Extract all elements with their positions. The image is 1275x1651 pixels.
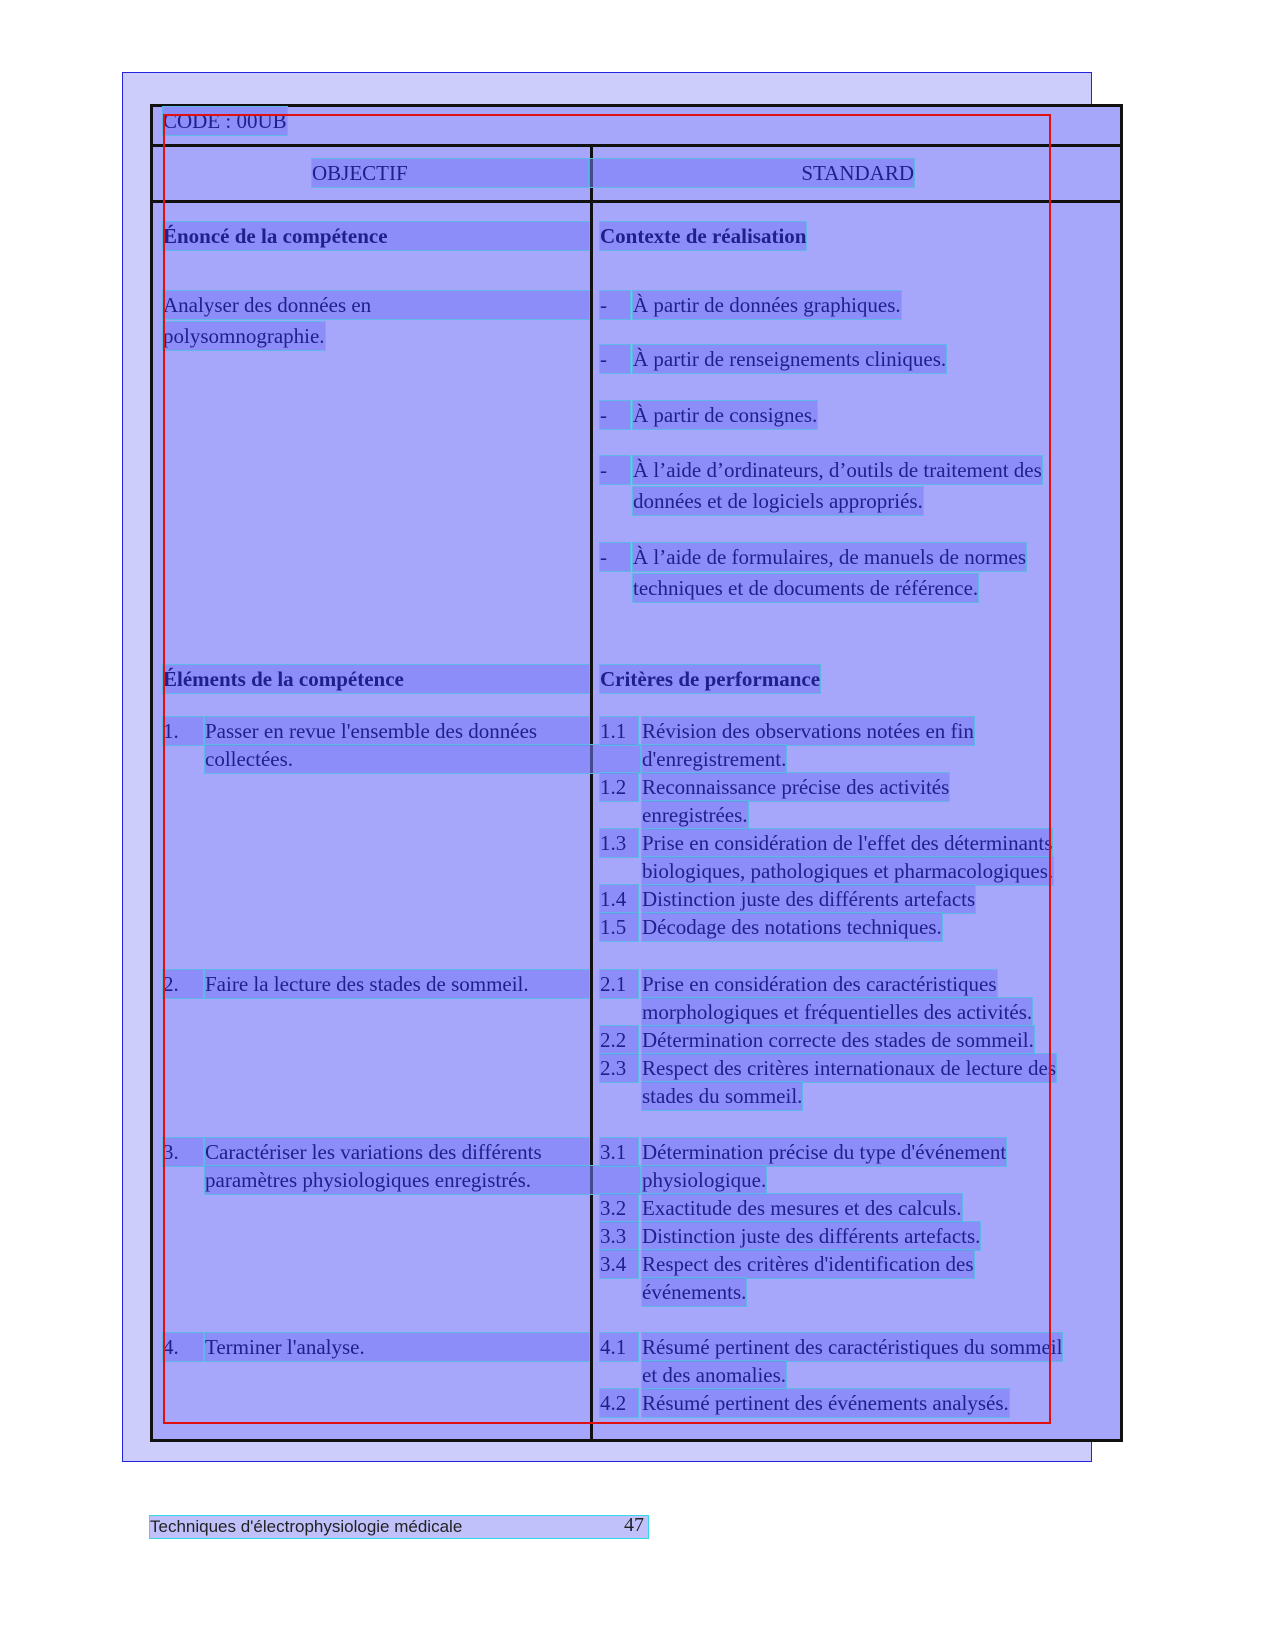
contexte-item: À partir de consignes. <box>633 403 818 427</box>
critere-number: 3.2 <box>600 1194 638 1222</box>
code-row <box>153 107 1120 147</box>
critere-number: 1.4 <box>600 885 638 913</box>
critere-line: Détermination correcte des stades de sommeil. <box>642 1028 1034 1052</box>
critere-line: Reconnaissance précise des activités <box>642 775 950 799</box>
critere-line: Prise en considération de l'effet des déterminants <box>642 831 1053 855</box>
critere-number: 1.1 <box>600 717 638 745</box>
element-number: 4. <box>163 1333 203 1361</box>
critere-line: Exactitude des mesures et des calculs. <box>642 1196 962 1220</box>
element-line: collectées. <box>205 745 640 773</box>
contexte-dash: - <box>600 401 630 429</box>
critere-line: morphologiques et fréquentielles des activités. <box>642 1000 1033 1024</box>
critere-line: enregistrées. <box>642 803 748 827</box>
critere-number: 2.3 <box>600 1054 638 1082</box>
element-number: 2. <box>163 970 203 998</box>
critere-number: 2.2 <box>600 1026 638 1054</box>
criteres-title: Critères de performance <box>600 667 821 691</box>
critere-line: et des anomalies. <box>642 1363 787 1387</box>
critere-number: 4.2 <box>600 1389 638 1417</box>
element-number: 3. <box>163 1138 203 1166</box>
critere-number: 1.2 <box>600 773 638 801</box>
contexte-dash: - <box>600 543 630 571</box>
element-line: paramètres physiologiques enregistrés. <box>205 1166 640 1194</box>
critere-line: Respect des critères internationaux de lecture des <box>642 1056 1056 1080</box>
critere-line: d'enregistrement. <box>642 747 787 771</box>
elements-title: Éléments de la compétence <box>163 665 589 693</box>
enonce-title: Énoncé de la compétence <box>163 222 589 250</box>
critere-line: physiologique. <box>642 1168 767 1192</box>
critere-number: 3.4 <box>600 1250 638 1278</box>
critere-number: 1.3 <box>600 829 638 857</box>
element-line: Passer en revue l'ensemble des données <box>205 717 589 745</box>
critere-line: Respect des critères d'identification des <box>642 1252 974 1276</box>
contexte-item: données et de logiciels appropriés. <box>633 489 923 513</box>
page-footer <box>150 1516 648 1538</box>
critere-line: Détermination précise du type d'événement <box>642 1140 1007 1164</box>
critere-line: stades du sommeil. <box>642 1084 803 1108</box>
column-divider <box>590 147 593 1439</box>
critere-line: biologiques, pathologiques et pharmacologiques. <box>642 859 1054 883</box>
critere-number: 3.3 <box>600 1222 638 1250</box>
critere-number: 1.5 <box>600 913 638 941</box>
critere-line: Prise en considération des caractéristiques <box>642 972 997 996</box>
enonce-line: polysomnographie. <box>163 324 325 348</box>
standard-header: STANDARD <box>589 159 914 187</box>
critere-line: Distinction juste des différents artefacts <box>642 887 976 911</box>
contexte-dash: - <box>600 456 630 484</box>
contexte-item: À partir de renseignements cliniques. <box>633 347 947 371</box>
element-number: 1. <box>163 717 203 745</box>
contexte-item: À partir de données graphiques. <box>633 293 901 317</box>
critere-line: Décodage des notations techniques. <box>642 915 942 939</box>
code-label: CODE : 00UB <box>163 109 287 133</box>
element-line: Terminer l'analyse. <box>205 1333 589 1361</box>
critere-number: 3.1 <box>600 1138 638 1166</box>
enonce-line: Analyser des données en <box>163 291 589 319</box>
critere-number: 2.1 <box>600 970 638 998</box>
objectif-header: OBJECTIF <box>312 159 589 187</box>
footer-title: Techniques d'électrophysiologie médicale <box>150 1517 463 1536</box>
element-line: Caractériser les variations des différents <box>205 1138 589 1166</box>
contexte-item: À l’aide d’ordinateurs, d’outils de traitement des <box>633 458 1042 482</box>
critere-line: Distinction juste des différents artefacts. <box>642 1224 981 1248</box>
contexte-item: À l’aide de formulaires, de manuels de normes <box>633 545 1027 569</box>
page-number: 47 <box>624 1514 644 1536</box>
critere-number: 4.1 <box>600 1333 638 1361</box>
contexte-item: techniques et de documents de référence. <box>633 576 979 600</box>
contexte-title: Contexte de réalisation <box>600 224 807 248</box>
critere-line: Résumé pertinent des caractéristiques du sommeil <box>642 1335 1063 1359</box>
critere-line: Résumé pertinent des événements analysés. <box>642 1391 1009 1415</box>
critere-line: Révision des observations notées en fin <box>642 719 974 743</box>
contexte-dash: - <box>600 291 630 319</box>
critere-line: événements. <box>642 1280 747 1304</box>
contexte-dash: - <box>600 345 630 373</box>
element-line: Faire la lecture des stades de sommeil. <box>205 970 589 998</box>
